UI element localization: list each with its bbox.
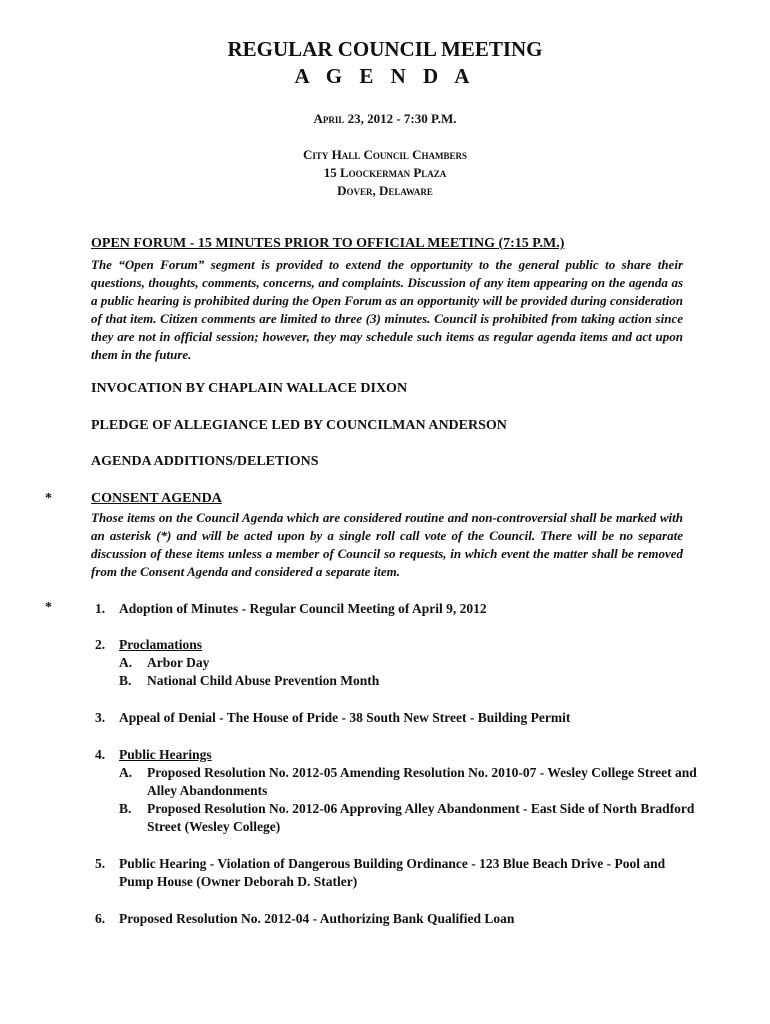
item-text: Adoption of Minutes - Regular Council Meeting of April 9, 2012 [119, 601, 487, 616]
agenda-item-4 [91, 746, 697, 836]
item-number: 6. [95, 911, 106, 926]
subitem-letter: B. [119, 673, 132, 688]
consent-asterisk: * [45, 491, 52, 506]
consent-agenda-heading: CONSENT AGENDA [91, 491, 222, 506]
invocation: INVOCATION BY CHAPLAIN WALLACE DIXON [91, 381, 408, 396]
consent-agenda-text: Those items on the Council Agenda which are considered routine and non-controversial shall be marked with an asterisk (*) and will be acted upon by a single roll call vote of the Council. There will be no separate discussion of these items unless a member of Council so requests, in which event the matter shall be removed from the Consent Agenda and considered a separate item. [91, 510, 683, 579]
open-forum-heading: OPEN FORUM - 15 MINUTES PRIOR TO OFFICIAL MEETING (7:15 P.M.) [91, 236, 565, 251]
agenda-item-6 [91, 910, 691, 928]
item-text: Public Hearing - Violation of Dangerous Building Ordinance - 123 Blue Beach Drive - Pool and Pump House (Owner Deborah D. Statler) [119, 856, 666, 889]
subitem [119, 764, 702, 800]
item-text: Proclamations [119, 637, 202, 652]
agenda-item-5 [91, 855, 691, 891]
item-number: 1. [95, 601, 106, 616]
subitem-text: National Child Abuse Prevention Month [147, 673, 380, 688]
item-text: Proposed Resolution No. 2012-04 - Authorizing Bank Qualified Loan [119, 911, 515, 926]
subitem [119, 672, 691, 690]
item-number: 5. [95, 856, 106, 871]
agenda-item-3 [91, 709, 691, 727]
item-1-asterisk: * [45, 600, 52, 615]
agenda-title: REGULAR COUNCIL MEETING [227, 37, 543, 61]
subitem-letter: A. [119, 655, 133, 670]
agenda-item-2 [91, 636, 691, 690]
item-text: Public Hearings [119, 747, 212, 762]
agenda-subtitle: A G E N D A [294, 64, 476, 88]
pledge: PLEDGE OF ALLEGIANCE LED BY COUNCILMAN ANDERSON [91, 418, 507, 433]
subitem [119, 800, 702, 836]
subitem-text: Proposed Resolution No. 2012-05 Amending Resolution No. 2010-07 - Wesley College Street and Alley Abandonments [147, 765, 697, 798]
item-text: Appeal of Denial - The House of Pride - 38 South New Street - Building Permit [119, 710, 571, 725]
item-number: 3. [95, 710, 106, 725]
subitem [119, 654, 691, 672]
location-line-1: City Hall Council Chambers [302, 147, 468, 162]
subitem-letter: A. [119, 765, 133, 780]
agenda-item-1 [91, 600, 691, 618]
agenda-additions-deletions: AGENDA ADDITIONS/DELETIONS [91, 454, 319, 469]
location-line-2: 15 Loockerman Plaza [323, 165, 447, 180]
subitem-text: Arbor Day [147, 655, 210, 670]
item-number: 4. [95, 747, 106, 762]
open-forum-text: The “Open Forum” segment is provided to extend the opportunity to the general public to share their questions, thoughts, comments, concerns, and complaints. Discussion of any item appearing on the agenda as a public hearing is prohibited during the Open Forum as an opportunity will be provided during consideration of that item. Citizen comments are limited to three (3) minutes. Council is prohibited from taking action since they are not in official session; however, they may schedule such items as regular agenda items and act upon them in the future. [91, 257, 683, 362]
item-number: 2. [95, 637, 106, 652]
location-line-3: Dover, Delaware [337, 183, 433, 198]
meeting-datetime: April 23, 2012 - 7:30 P.M. [313, 111, 457, 126]
subitem-text: Proposed Resolution No. 2012-06 Approving Alley Abandonment - East Side of North Bradford Street (Wesley College) [147, 801, 695, 834]
subitem-letter: B. [119, 801, 132, 816]
